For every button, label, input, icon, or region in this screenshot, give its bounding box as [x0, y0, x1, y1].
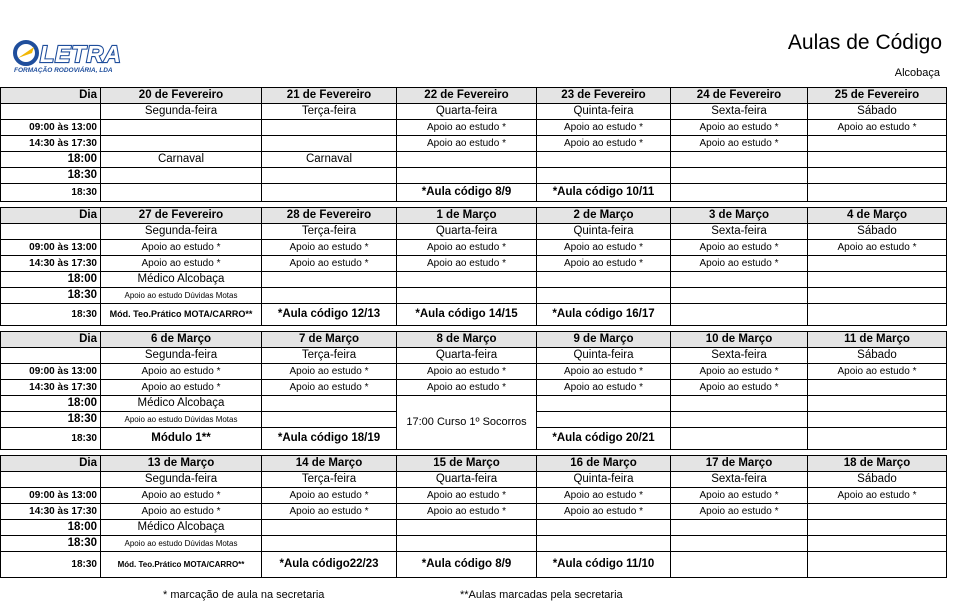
time-label: 09:00 às 13:00	[1, 240, 101, 256]
week-table	[0, 207, 947, 326]
slot-cell: Módulo 1**	[101, 428, 262, 450]
weekday-cell: Sábado	[808, 104, 947, 120]
slot-cell: *Aula código 16/17	[537, 304, 671, 326]
slot-cell	[262, 396, 397, 412]
date-cell: 14 de Março	[262, 456, 397, 472]
morning-row	[1, 240, 947, 256]
weekday-cell: Segunda-feira	[101, 348, 262, 364]
slot-cell	[101, 120, 262, 136]
date-row	[1, 88, 947, 104]
slot-cell: Apoio ao estudo *	[101, 380, 262, 396]
empty-label	[1, 472, 101, 488]
slot-cell	[808, 168, 947, 184]
weekday-cell: Segunda-feira	[101, 472, 262, 488]
slot-cell: Apoio ao estudo *	[671, 120, 808, 136]
date-cell: 13 de Março	[101, 456, 262, 472]
slot-cell: Apoio ao estudo *	[537, 488, 671, 504]
slot-cell	[671, 396, 808, 412]
lesson-row	[1, 552, 947, 578]
slot-cell: Apoio ao estudo *	[808, 240, 947, 256]
slot-cell: Mód. Teo.Prático MOTA/CARRO**	[101, 304, 262, 326]
evening-1830-row	[1, 168, 947, 184]
slot-cell	[671, 552, 808, 578]
weekday-cell: Sexta-feira	[671, 348, 808, 364]
afternoon-row	[1, 256, 947, 272]
slot-cell	[397, 272, 537, 288]
document-title: Aulas de Código	[787, 31, 942, 54]
date-row	[1, 208, 947, 224]
weekday-cell: Quarta-feira	[397, 472, 537, 488]
slot-cell	[262, 184, 397, 202]
evening-18-row	[1, 152, 947, 168]
document-location: Alcobaça	[894, 67, 940, 79]
slot-cell	[262, 520, 397, 536]
lesson-row	[1, 304, 947, 326]
weekday-cell: Quinta-feira	[537, 104, 671, 120]
slot-cell: Apoio ao estudo *	[262, 364, 397, 380]
slot-cell	[537, 520, 671, 536]
slot-cell: Apoio ao estudo *	[537, 120, 671, 136]
empty-label	[1, 224, 101, 240]
time-label: 18:30	[1, 412, 101, 428]
time-label: 14:30 às 17:30	[1, 380, 101, 396]
date-cell: 6 de Março	[101, 332, 262, 348]
slot-cell: Apoio ao estudo *	[808, 120, 947, 136]
slot-cell: Apoio ao estudo *	[101, 256, 262, 272]
slot-cell	[537, 152, 671, 168]
slot-cell	[808, 536, 947, 552]
logo-text: LETRA	[40, 41, 122, 67]
weekday-row	[1, 348, 947, 364]
evening-1830-row	[1, 288, 947, 304]
slot-cell: Apoio ao estudo *	[397, 240, 537, 256]
slot-cell	[101, 168, 262, 184]
time-label: 09:00 às 13:00	[1, 364, 101, 380]
time-label: 18:30	[1, 428, 101, 450]
slot-cell: Apoio ao estudo *	[537, 256, 671, 272]
slot-cell: Apoio ao estudo *	[101, 504, 262, 520]
afternoon-row	[1, 136, 947, 152]
day-label: Dia	[1, 456, 101, 472]
slot-cell	[101, 184, 262, 202]
time-label: 18:30	[1, 552, 101, 578]
date-cell: 27 de Fevereiro	[101, 208, 262, 224]
slot-cell: Apoio ao estudo *	[537, 240, 671, 256]
slot-cell: *Aula código 14/15	[397, 304, 537, 326]
slot-cell: Carnaval	[101, 152, 262, 168]
slot-cell	[808, 412, 947, 428]
slot-cell	[397, 536, 537, 552]
slot-cell: Médico Alcobaça	[101, 396, 262, 412]
slot-cell	[537, 272, 671, 288]
slot-cell: *Aula código 11/10	[537, 552, 671, 578]
slot-cell	[537, 288, 671, 304]
afternoon-row	[1, 380, 947, 396]
weekday-row	[1, 104, 947, 120]
morning-row	[1, 120, 947, 136]
slot-cell: *Aula código 10/11	[537, 184, 671, 202]
slot-cell	[808, 288, 947, 304]
weekday-cell: Terça-feira	[262, 348, 397, 364]
weekday-cell: Segunda-feira	[101, 104, 262, 120]
slot-cell: Apoio ao estudo *	[537, 504, 671, 520]
slot-cell	[808, 504, 947, 520]
weekday-cell: Terça-feira	[262, 472, 397, 488]
slot-cell: Apoio ao estudo Dúvidas Motas	[101, 536, 262, 552]
time-label: 18:00	[1, 520, 101, 536]
slot-cell: Apoio ao estudo *	[262, 504, 397, 520]
morning-row	[1, 488, 947, 504]
date-cell: 10 de Março	[671, 332, 808, 348]
weekday-cell: Terça-feira	[262, 104, 397, 120]
slot-cell	[808, 152, 947, 168]
slot-cell	[262, 272, 397, 288]
slot-cell: Apoio ao estudo *	[671, 488, 808, 504]
slot-cell	[671, 520, 808, 536]
slot-cell: Apoio ao estudo *	[397, 120, 537, 136]
slot-cell	[262, 412, 397, 428]
weekday-cell: Terça-feira	[262, 224, 397, 240]
lesson-row	[1, 184, 947, 202]
weekday-cell: Quinta-feira	[537, 224, 671, 240]
slot-cell	[671, 304, 808, 326]
slot-cell	[397, 168, 537, 184]
afternoon-row	[1, 504, 947, 520]
slot-cell: Apoio ao estudo *	[537, 380, 671, 396]
slot-cell: Apoio ao estudo *	[262, 488, 397, 504]
footer-note: **Aulas marcadas pela secretaria	[460, 589, 623, 601]
morning-row	[1, 364, 947, 380]
slot-cell: Apoio ao estudo Dúvidas Motas	[101, 412, 262, 428]
week-table	[0, 87, 947, 202]
date-cell: 1 de Março	[397, 208, 537, 224]
slot-cell	[262, 136, 397, 152]
slot-cell	[537, 412, 671, 428]
slot-cell: Apoio ao estudo *	[537, 364, 671, 380]
slot-cell	[808, 520, 947, 536]
slot-cell	[101, 136, 262, 152]
slot-cell: Apoio ao estudo *	[101, 240, 262, 256]
time-label: 18:30	[1, 288, 101, 304]
slot-cell: Apoio ao estudo *	[808, 364, 947, 380]
slot-cell: Apoio ao estudo *	[671, 256, 808, 272]
logo-subtext: FORMAÇÃO RODOVIÁRIA, LDA	[14, 67, 113, 74]
evening-1830-row	[1, 536, 947, 552]
day-label: Dia	[1, 332, 101, 348]
date-cell: 4 de Março	[808, 208, 947, 224]
day-label: Dia	[1, 208, 101, 224]
date-cell: 16 de Março	[537, 456, 671, 472]
slot-cell	[808, 552, 947, 578]
slot-cell: Apoio ao estudo *	[397, 136, 537, 152]
weekday-cell: Quinta-feira	[537, 348, 671, 364]
evening-18-row	[1, 396, 947, 412]
letra-logo	[12, 38, 147, 74]
slot-cell: Apoio ao estudo *	[671, 504, 808, 520]
slot-cell	[537, 168, 671, 184]
date-cell: 25 de Fevereiro	[808, 88, 947, 104]
slot-cell: Apoio ao estudo *	[671, 240, 808, 256]
date-row	[1, 332, 947, 348]
weekday-cell: Sábado	[808, 348, 947, 364]
time-label: 18:00	[1, 272, 101, 288]
time-label: 14:30 às 17:30	[1, 504, 101, 520]
weekday-cell: Sexta-feira	[671, 104, 808, 120]
date-cell: 21 de Fevereiro	[262, 88, 397, 104]
time-label: 14:30 às 17:30	[1, 256, 101, 272]
slot-cell	[671, 288, 808, 304]
slot-cell	[262, 120, 397, 136]
slot-cell	[671, 168, 808, 184]
time-label: 18:30	[1, 168, 101, 184]
weekday-cell: Sexta-feira	[671, 472, 808, 488]
date-cell: 11 de Março	[808, 332, 947, 348]
slot-cell: Apoio ao estudo Dúvidas Motas	[101, 288, 262, 304]
weekday-row	[1, 472, 947, 488]
date-cell: 2 de Março	[537, 208, 671, 224]
slot-cell: Apoio ao estudo *	[397, 256, 537, 272]
slot-cell	[671, 428, 808, 450]
slot-cell: *Aula código 20/21	[537, 428, 671, 450]
weekday-cell: Sábado	[808, 472, 947, 488]
weekday-cell: Segunda-feira	[101, 224, 262, 240]
slot-cell: Apoio ao estudo *	[671, 364, 808, 380]
slot-cell: Apoio ao estudo *	[537, 136, 671, 152]
slot-cell: Carnaval	[262, 152, 397, 168]
slot-cell: *Aula código 12/13	[262, 304, 397, 326]
slot-cell: Apoio ao estudo *	[101, 364, 262, 380]
weekday-cell: Quarta-feira	[397, 224, 537, 240]
week-table	[0, 331, 947, 450]
weekday-cell: Quarta-feira	[397, 104, 537, 120]
slot-cell: Mód. Teo.Prático MOTA/CARRO**	[101, 552, 262, 578]
slot-cell: Apoio ao estudo *	[262, 256, 397, 272]
slot-cell: *Aula código 18/19	[262, 428, 397, 450]
date-cell: 23 de Fevereiro	[537, 88, 671, 104]
week-table	[0, 455, 947, 578]
slot-cell: Apoio ao estudo *	[397, 364, 537, 380]
slot-cell: Apoio ao estudo *	[671, 136, 808, 152]
slot-cell	[671, 184, 808, 202]
empty-label	[1, 104, 101, 120]
slot-cell	[262, 536, 397, 552]
slot-cell: Apoio ao estudo *	[671, 380, 808, 396]
slot-cell	[262, 168, 397, 184]
time-label: 18:30	[1, 184, 101, 202]
slot-cell: *Aula código 8/9	[397, 552, 537, 578]
weekday-cell: Quarta-feira	[397, 348, 537, 364]
slot-cell: Apoio ao estudo *	[397, 504, 537, 520]
slot-cell: *Aula código22/23	[262, 552, 397, 578]
slot-cell: Apoio ao estudo *	[262, 380, 397, 396]
day-label: Dia	[1, 88, 101, 104]
slot-cell	[262, 288, 397, 304]
evening-18-row	[1, 520, 947, 536]
slot-cell	[808, 136, 947, 152]
schedule	[0, 87, 946, 583]
slot-cell: *Aula código 8/9	[397, 184, 537, 202]
date-cell: 18 de Março	[808, 456, 947, 472]
slot-cell	[808, 256, 947, 272]
slot-cell	[537, 396, 671, 412]
weekday-cell: Sábado	[808, 224, 947, 240]
date-cell: 24 de Fevereiro	[671, 88, 808, 104]
time-label: 14:30 às 17:30	[1, 136, 101, 152]
slot-cell: Médico Alcobaça	[101, 272, 262, 288]
slot-cell	[397, 520, 537, 536]
date-cell: 9 de Março	[537, 332, 671, 348]
footer-note: * marcação de aula na secretaria	[163, 589, 325, 601]
slot-cell: Apoio ao estudo *	[808, 488, 947, 504]
slot-cell	[671, 536, 808, 552]
date-row	[1, 456, 947, 472]
slot-cell	[808, 428, 947, 450]
slot-cell: Médico Alcobaça	[101, 520, 262, 536]
weekday-cell: Sexta-feira	[671, 224, 808, 240]
date-cell: 7 de Março	[262, 332, 397, 348]
date-cell: 28 de Fevereiro	[262, 208, 397, 224]
evening-18-row	[1, 272, 947, 288]
weekday-cell: Quinta-feira	[537, 472, 671, 488]
date-cell: 22 de Fevereiro	[397, 88, 537, 104]
time-label: 18:30	[1, 536, 101, 552]
first-aid-course-cell: 17:00 Curso 1º Socorros	[397, 396, 537, 450]
slot-cell	[671, 412, 808, 428]
time-label: 18:00	[1, 396, 101, 412]
slot-cell	[671, 152, 808, 168]
date-cell: 8 de Março	[397, 332, 537, 348]
date-cell: 17 de Março	[671, 456, 808, 472]
slot-cell: Apoio ao estudo *	[397, 488, 537, 504]
slot-cell	[397, 152, 537, 168]
slot-cell	[397, 288, 537, 304]
date-cell: 15 de Março	[397, 456, 537, 472]
slot-cell	[671, 272, 808, 288]
slot-cell	[808, 304, 947, 326]
slot-cell	[537, 536, 671, 552]
time-label: 09:00 às 13:00	[1, 488, 101, 504]
slot-cell	[808, 396, 947, 412]
weekday-row	[1, 224, 947, 240]
date-cell: 20 de Fevereiro	[101, 88, 262, 104]
slot-cell	[808, 380, 947, 396]
slot-cell	[808, 272, 947, 288]
date-cell: 3 de Março	[671, 208, 808, 224]
time-label: 09:00 às 13:00	[1, 120, 101, 136]
time-label: 18:00	[1, 152, 101, 168]
empty-label	[1, 348, 101, 364]
time-label: 18:30	[1, 304, 101, 326]
slot-cell: Apoio ao estudo *	[101, 488, 262, 504]
slot-cell	[808, 184, 947, 202]
slot-cell: Apoio ao estudo *	[262, 240, 397, 256]
slot-cell: Apoio ao estudo *	[397, 380, 537, 396]
